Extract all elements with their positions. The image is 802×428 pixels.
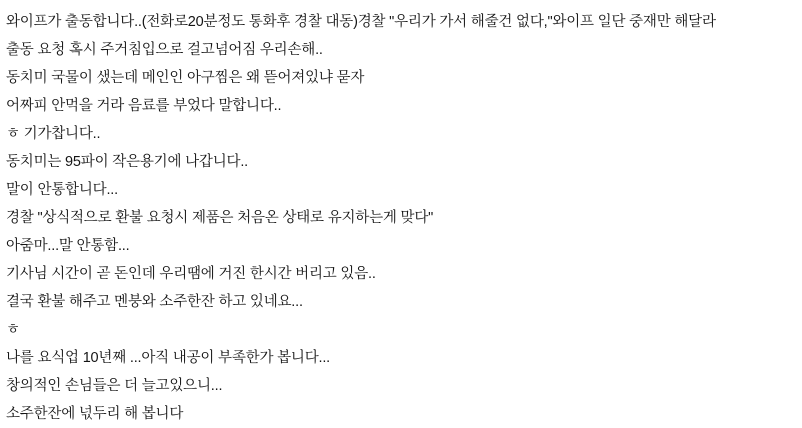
document-line: ㅎ 기가찹니다..: [6, 126, 101, 142]
document-line: 나를 요식업 10년째 ...아직 내공이 부족한가 봅니다...: [6, 350, 331, 366]
document-line: 경찰 "상식적으로 환불 요청시 제품은 처음온 상태로 유지하는게 맞다": [6, 210, 434, 226]
document-line: 창의적인 손님들은 더 늘고있으니...: [6, 378, 223, 394]
document-line: 말이 안통합니다...: [6, 182, 118, 198]
document-line: ㅎ: [6, 322, 20, 338]
document-line: 어짜피 안먹을 거라 음료를 부었다 말합니다..: [6, 98, 282, 114]
document-line: 출동 요청 혹시 주거침입으로 걸고넘어짐 우리손해..: [6, 42, 323, 58]
document-line: 기사님 시간이 곧 돈인데 우리땜에 거진 한시간 버리고 있음..: [6, 266, 376, 282]
document-line: 동치미는 95파이 작은용기에 나갑니다..: [6, 154, 248, 170]
document-line: 결국 환불 해주고 멘붕와 소주한잔 하고 있네요...: [6, 294, 303, 310]
document-line: 와이프가 출동합니다..(전화로20분정도 통화후 경찰 대동)경찰 "우리가 가서 해줄건 없다,"와이프 일단 중재만 해달라: [6, 14, 716, 30]
document-line: 소주한잔에 넋두리 해 봅니다: [6, 406, 184, 422]
document-line: 동치미 국물이 샜는데 메인인 아구찜은 왜 뜯어져있냐 묻자: [6, 70, 365, 86]
document-line: 아줌마...말 안통함...: [6, 238, 130, 254]
